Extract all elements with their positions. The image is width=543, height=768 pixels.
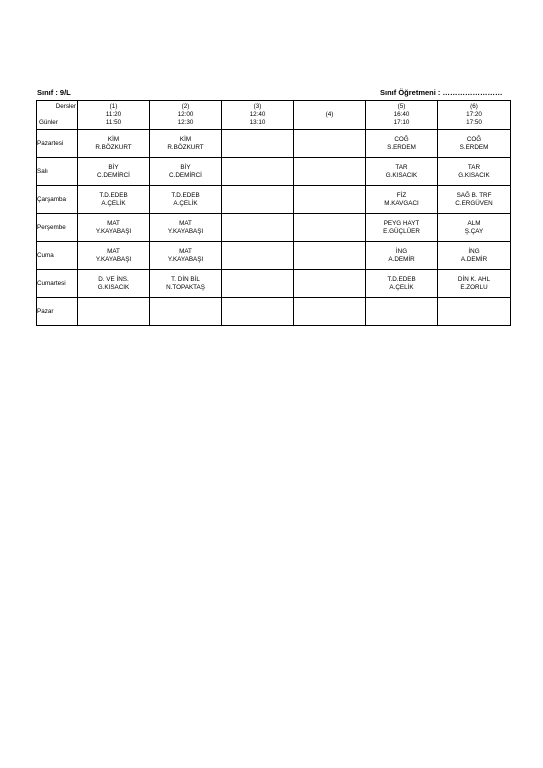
period-start: 17:20 [466,111,482,118]
day-name: Pazar [37,298,78,326]
lesson-cell [78,242,150,270]
lesson-teacher: S.ERDEM [459,143,489,151]
lesson-cell [438,242,511,270]
lesson-cell [366,242,438,270]
lesson-subject: PEYG HAYT [383,219,420,227]
period-end: 17:50 [466,119,482,126]
lesson-cell [294,186,366,214]
timetable [36,100,511,326]
lesson-cell [150,242,222,270]
lesson-cell [222,130,294,158]
lesson-subject: COĞ [466,135,482,143]
lesson-cell [294,298,366,326]
lesson-cell [222,242,294,270]
period-header-cell [222,101,294,130]
lesson-teacher: E.ZORLU [460,283,488,291]
lesson-subject: KİM [107,135,120,143]
lesson-teacher: G.KISACIK [385,171,418,179]
lesson-teacher: R.BÖZKURT [95,143,132,151]
period-num: (6) [470,103,478,110]
period-num: (4) [325,111,334,118]
lesson-cell [78,130,150,158]
lesson-teacher: N.TOPAKTAŞ [166,283,205,291]
lesson-subject: BİY [108,163,119,171]
lesson-subject: FİZ [396,191,407,199]
lesson-teacher: G.KISACIK [458,171,490,179]
lesson-teacher: E.GÜÇLÜER [383,227,420,235]
lesson-subject: TAR [467,163,481,171]
lesson-cell [150,298,222,326]
lesson-subject: BİY [180,163,191,171]
period-header-cell [438,101,511,130]
lesson-cell [294,270,366,298]
lesson-teacher: Ş.ÇAY [464,227,484,235]
dersler-label: Dersler [55,103,76,110]
day-name: Cuma [37,242,78,270]
lesson-subject: ALM [467,219,481,227]
period-num: (1) [109,103,118,110]
day-name: Salı [37,158,78,186]
lesson-cell [294,158,366,186]
lesson-subject: İNG [468,247,480,255]
lesson-subject: MAT [179,247,192,255]
period-header-row [37,101,511,130]
lesson-cell [150,130,222,158]
period-header-cell [366,101,438,130]
lesson-cell [150,270,222,298]
lesson-teacher: Y.KAYABAŞI [167,255,204,263]
lesson-cell [222,186,294,214]
lesson-teacher: C.ERGÜVEN [455,199,493,207]
lesson-teacher: Y.KAYABAŞI [167,227,204,235]
period-header-cell [150,101,222,130]
lesson-subject: D. VE İNS. [98,275,129,283]
lesson-teacher: Y.KAYABAŞI [95,227,132,235]
lesson-teacher: A.DEMİR [460,255,488,263]
day-row [37,298,511,326]
lesson-subject: COĞ [394,135,409,143]
lesson-cell [366,270,438,298]
period-num: (3) [253,103,262,110]
lesson-teacher: A.ÇELİK [173,199,198,207]
period-end: 13:10 [249,119,266,126]
lesson-cell [78,186,150,214]
lesson-cell [438,214,511,242]
period-num: (5) [397,103,406,110]
lesson-teacher: A.ÇELİK [101,199,126,207]
lesson-cell [78,270,150,298]
day-row [37,242,511,270]
lesson-subject: T.D.EDEB [387,275,416,283]
day-name: Çarşamba [37,186,78,214]
day-row [37,158,511,186]
lesson-teacher: R.BÖZKURT [167,143,204,151]
lesson-cell [438,186,511,214]
lesson-cell [150,186,222,214]
class-label: Sınıf : 9/L [37,88,71,97]
lesson-cell [150,158,222,186]
lesson-cell [294,130,366,158]
lesson-subject: İNG [395,247,408,255]
lesson-teacher: C.DEMİRCİ [169,171,202,179]
day-name: Perşembe [37,214,78,242]
lesson-cell [222,214,294,242]
gunler-label: Günler [39,119,58,126]
lesson-subject: T.D.EDEB [171,191,200,199]
lesson-teacher: A.ÇELİK [389,283,414,291]
class-teacher-label: Sınıf Öğretmeni : …………………… [380,88,503,97]
lesson-subject: TAR [395,163,408,171]
lesson-cell [366,298,438,326]
lesson-subject: T.D.EDEB [99,191,128,199]
lesson-cell [78,214,150,242]
lesson-teacher: C.DEMİRCİ [97,171,130,179]
lesson-cell [438,270,511,298]
period-end: 17:10 [393,119,410,126]
period-start: 12:40 [249,111,266,118]
lesson-teacher: M.KAVGACI [384,199,419,207]
lesson-subject: MAT [107,247,120,255]
lesson-teacher: A.DEMİR [388,255,415,263]
day-name: Cumartesi [37,270,78,298]
lesson-teacher: G.KISACIK [97,283,130,291]
period-header-cell [294,101,366,130]
lesson-teacher: S.ERDEM [387,143,416,151]
period-start: 11:20 [105,111,122,118]
day-name: Pazartesi [37,130,78,158]
lesson-cell [366,130,438,158]
period-header-cell [78,101,150,130]
day-row [37,270,511,298]
lesson-teacher: Y.KAYABAŞI [95,255,132,263]
lesson-cell [366,186,438,214]
period-num: (2) [181,103,190,110]
day-row [37,186,511,214]
lesson-cell [78,158,150,186]
lesson-cell [78,298,150,326]
lesson-subject: T. DİN BİL [171,275,200,283]
lesson-cell [222,158,294,186]
lesson-subject: DİN K. AHL [457,275,491,283]
lesson-subject: KİM [179,135,192,143]
lesson-cell [294,242,366,270]
lesson-subject: SAĞ B. TRF [456,191,492,199]
lesson-cell [366,158,438,186]
day-row [37,130,511,158]
lesson-subject: MAT [107,219,120,227]
period-end: 12:30 [177,119,194,126]
lesson-cell [366,214,438,242]
lesson-cell [294,214,366,242]
day-row [37,214,511,242]
lesson-cell [438,298,511,326]
lesson-cell [438,158,511,186]
lesson-cell [222,298,294,326]
lesson-subject: MAT [179,219,192,227]
period-start: 16:40 [393,111,410,118]
lesson-cell [150,214,222,242]
period-end: 11:50 [105,119,122,126]
lesson-cell [438,130,511,158]
lesson-cell [222,270,294,298]
period-start: 12:00 [177,111,194,118]
corner-cell [37,101,78,130]
